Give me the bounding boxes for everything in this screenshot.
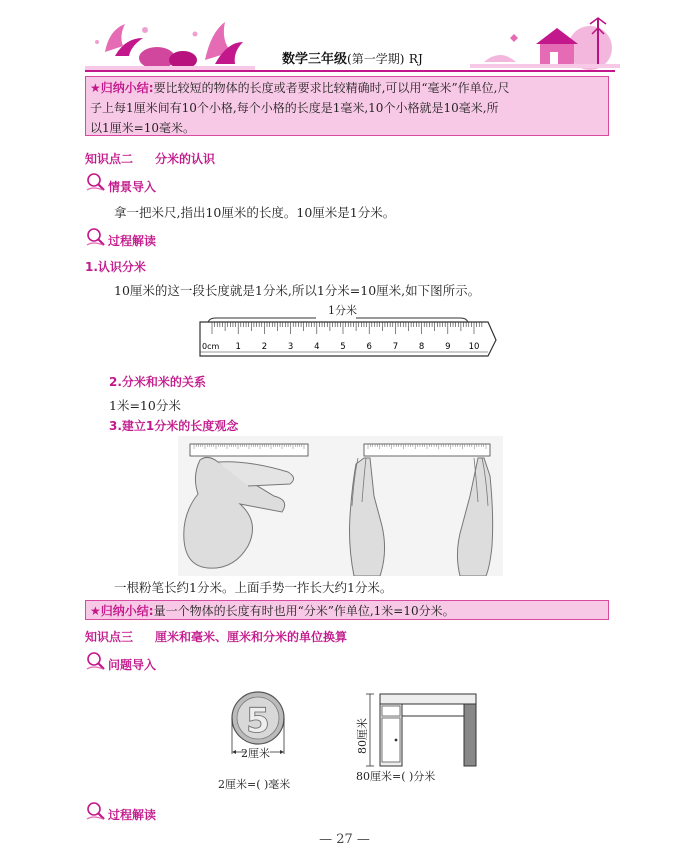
coin-caption: 2厘米 [241, 747, 270, 760]
ruler-number: 3 [287, 342, 294, 352]
magnifier-icon [85, 801, 107, 821]
summary-1-label: ★归纳小结: [90, 81, 154, 95]
process-heading-2: 过程解读 [108, 808, 157, 822]
header-decoration-right [470, 8, 620, 70]
scenario-text: 拿一把米尺,指出10厘米的长度。10厘米是1分米。 [114, 205, 396, 220]
hand-span-figure [178, 436, 503, 576]
knowledge-point-2 [85, 150, 215, 167]
coin-question: 2厘米=( )毫米 [218, 778, 291, 791]
magnifier-icon [85, 227, 107, 247]
scenario-heading: 情景导入 [108, 180, 157, 194]
knowledge-point-3-label: 知识点三 [85, 630, 134, 644]
magnifier-icon [85, 172, 107, 192]
header-decoration-left [85, 12, 255, 70]
item-2-text: 1米=10分米 [109, 398, 181, 413]
book-edition: RJ [408, 52, 423, 66]
desk-figure [352, 692, 482, 768]
item-3-text: 一根粉笔长约1分米。上面手势一拃长大约1分米。 [114, 580, 393, 595]
header-divider [85, 70, 615, 72]
desk-question: 80厘米=( )分米 [356, 770, 436, 783]
knowledge-point-3-title: 厘米和毫米、厘米和分米的单位换算 [155, 630, 348, 644]
book-title: 数学三年级 [282, 52, 348, 67]
knowledge-point-3 [85, 628, 347, 645]
summary-2-line [90, 601, 604, 621]
ruler-number: 2 [261, 342, 268, 352]
summary-1-line-2: 子上每1厘米间有10个小格,每个小格的长度是1毫米,10个小格就是10毫米,所 [90, 101, 499, 115]
process-heading-1: 过程解读 [108, 234, 157, 248]
page-number: — 27 — [319, 832, 370, 847]
header-title [282, 48, 423, 67]
item-1-heading: 1.认识分米 [85, 260, 146, 274]
ruler-figure [198, 300, 498, 360]
summary-1-line-3: 以1厘米=10毫米。 [90, 121, 195, 135]
svg-text:5: 5 [246, 701, 270, 741]
ruler-number: 5 [340, 342, 346, 352]
summary-2-label: ★归纳小结: [90, 604, 154, 618]
summary-1-text-1: 要比较短的物体的长度或者要求比较精确时,可以用“毫米”作单位,尺 [153, 81, 510, 95]
item-2-heading: 2.分米和米的关系 [109, 375, 206, 389]
summary-1-line-1 [90, 78, 604, 98]
magnifier-icon [85, 651, 107, 671]
summary-box-2 [85, 600, 609, 620]
book-subtitle: (第一学期) [347, 52, 405, 66]
ruler-number: 10 [468, 342, 480, 352]
ruler-number: 9 [445, 342, 451, 352]
summary-2-text: 量一个物体的长度有时也用“分米”作单位,1米=10分米。 [153, 604, 455, 618]
ruler-number: 1 [235, 342, 241, 352]
ruler-caption: 1分米 [328, 304, 357, 317]
ruler-number: 8 [418, 342, 425, 352]
ruler-number: 6 [366, 342, 372, 352]
ruler-unit-label: 0cm [202, 342, 220, 351]
question-heading: 问题导入 [108, 658, 157, 672]
knowledge-point-2-label: 知识点二 [85, 152, 134, 166]
item-1-text: 10厘米的这一段长度就是1分米,所以1分米=10厘米,如下图所示。 [114, 283, 481, 298]
ruler-number: 7 [392, 342, 399, 352]
desk-side-label: 80厘米 [356, 718, 369, 754]
summary-box-1 [85, 76, 609, 136]
item-3-heading: 3.建立1分米的长度观念 [109, 419, 239, 433]
knowledge-point-2-title: 分米的认识 [155, 152, 216, 166]
ruler-number: 4 [314, 342, 320, 352]
